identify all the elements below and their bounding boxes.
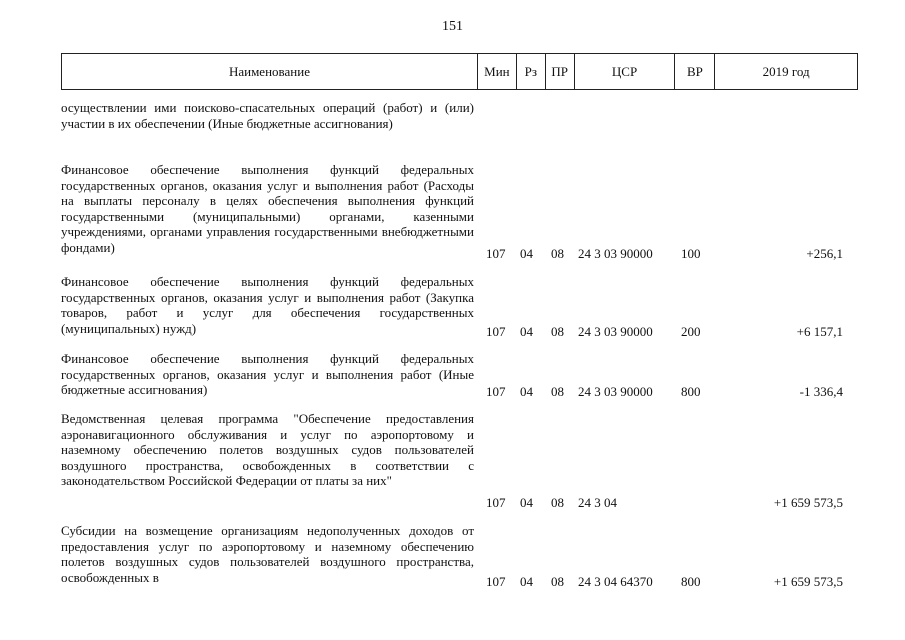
row-min: 107 xyxy=(486,246,506,261)
row-csr: 24 3 04 xyxy=(578,495,617,510)
header-pr: ПР xyxy=(546,54,575,89)
row-csr: 24 3 03 90000 xyxy=(578,324,653,339)
header-year: 2019 год xyxy=(762,63,810,79)
row-vr: 200 xyxy=(681,324,701,339)
row-rz: 04 xyxy=(520,246,533,261)
row-value: +256,1 xyxy=(806,246,843,261)
row-csr: 24 3 04 64370 xyxy=(578,574,653,589)
header-min: Мин xyxy=(478,54,517,89)
table-header xyxy=(61,53,858,90)
row-min: 107 xyxy=(486,384,506,399)
row-pr: 08 xyxy=(551,324,564,339)
row-csr: 24 3 03 90000 xyxy=(578,246,653,261)
row-value: +6 157,1 xyxy=(796,324,843,339)
row-name: Ведомственная целевая программа "Обеспечение предоставления аэронавигационного обслуживания и услуг по аэропортовому и наземному обеспечению полетов воздушных судов пользователей воздушного пространства, освобожденных в соответствии с законодательством Российской Федерации от платы за них" xyxy=(61,411,474,488)
row-value: +1 659 573,5 xyxy=(773,574,843,589)
row-rz: 04 xyxy=(520,574,533,589)
row-name: Финансовое обеспечение выполнения функций федеральных государственных органов, оказания услуг и выполнения работ (Закупка товаров, работ и услуг для обеспечения государственных (муниципальных) нужд) xyxy=(61,274,474,336)
row-value: +1 659 573,5 xyxy=(773,495,843,510)
row-min: 107 xyxy=(486,495,506,510)
row-name: Финансовое обеспечение выполнения функций федеральных государственных органов, оказания услуг и выполнения работ (Иные бюджетные ассигнования) xyxy=(61,351,474,397)
row-pr: 08 xyxy=(551,574,564,589)
page-number: 151 xyxy=(442,19,463,34)
header-rz: Рз xyxy=(517,54,546,89)
row-csr: 24 3 03 90000 xyxy=(578,384,653,399)
row-min: 107 xyxy=(486,324,506,339)
row-vr: 800 xyxy=(681,574,701,589)
row-value: -1 336,4 xyxy=(799,384,843,399)
row-pr: 08 xyxy=(551,384,564,399)
row-rz: 04 xyxy=(520,324,533,339)
row-pr: 08 xyxy=(551,495,564,510)
header-csr: ЦСР xyxy=(575,54,676,89)
row-min: 107 xyxy=(486,574,506,589)
row-vr: 100 xyxy=(681,246,701,261)
header-name: Наименование xyxy=(62,54,478,89)
row-rz: 04 xyxy=(520,495,533,510)
header-vr: ВР xyxy=(675,54,715,89)
row-pr: 08 xyxy=(551,246,564,261)
row-name: осуществлении ими поисково-спасательных операций (работ) и (или) участии в их обеспечении (Иные бюджетные ассигнования) xyxy=(61,100,474,131)
row-rz: 04 xyxy=(520,384,533,399)
row-vr: 800 xyxy=(681,384,701,399)
row-name: Субсидии на возмещение организациям недополученных доходов от предоставления услуг по аэропортовому и наземному обеспечению полетов воздушных судов пользователей воздушного пространства, освобожденных в xyxy=(61,523,474,585)
row-name: Финансовое обеспечение выполнения функций федеральных государственных органов, оказания услуг и выполнения работ (Расходы на выплаты персоналу в целях обеспечения выполнения функций государственными (муниципальными) органами, казенными учреждениями, органами управления государственными внебюджетными фондами) xyxy=(61,162,474,255)
